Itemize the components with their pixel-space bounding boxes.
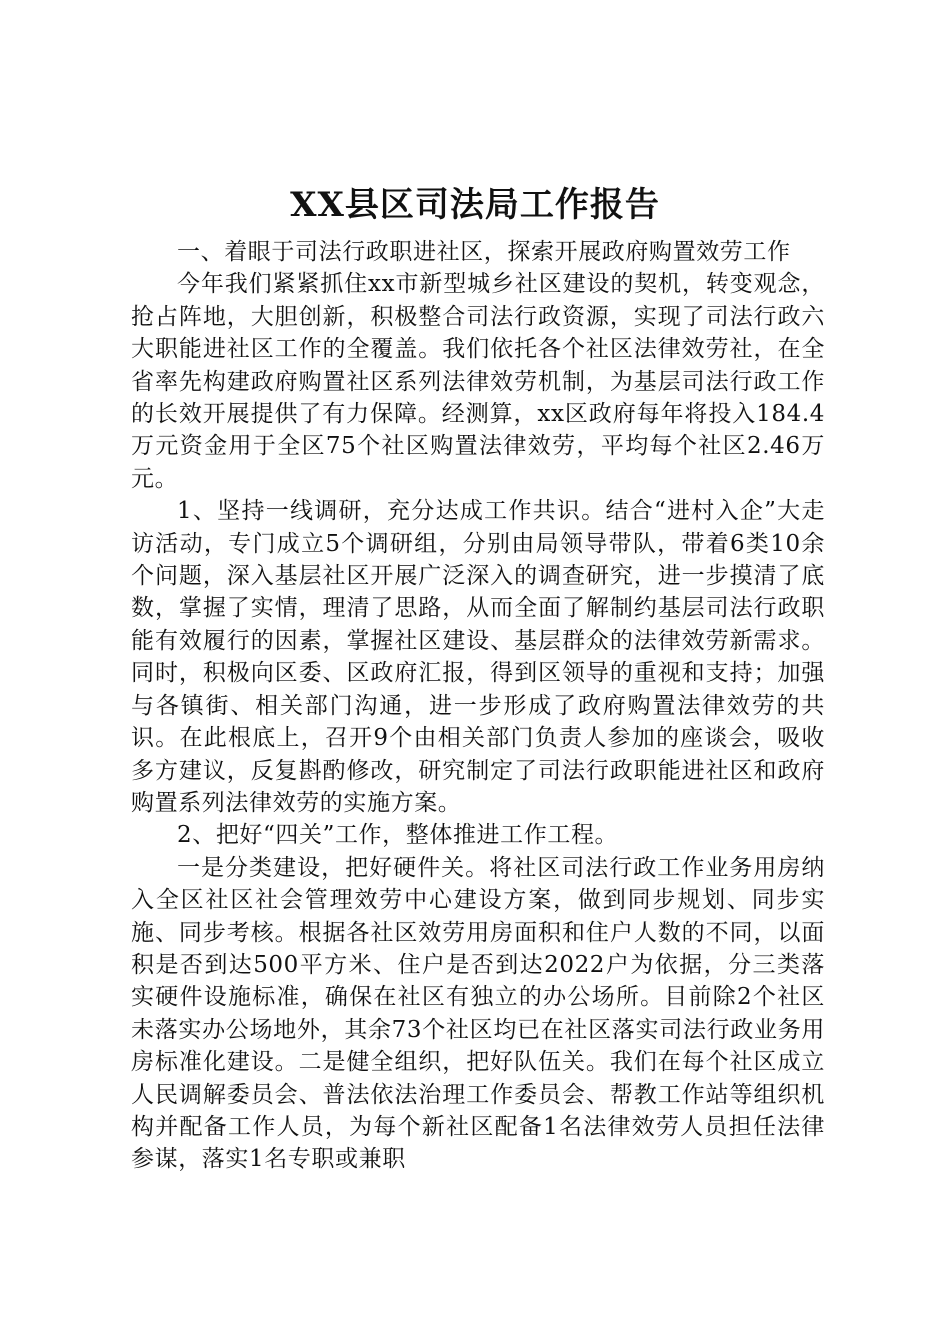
subsection-heading: 2、把好“四关”工作，整体推进工作工程。 xyxy=(177,822,619,849)
body-paragraph: 一是分类建设，把好硬件关。将社区司法行政工作业务用房纳入全区社区社会管理效劳中心建设方案，做到同步规划、同步实施、同步考核。根据各社区效劳用房面积和住户人数的不同，以面积是否到达500平方米、住户是否到达2022户为依据，分三类落实硬件设施标准，确保在社区有独立的办公场所。目前除2个社区未落实办公场地外，其余73个社区均已在社区落实司法行政业务用房标准化建设。二是健全组织，把好队伍关。我们在每个社区成立人民调解委员会、普法依法治理工作委员会、帮教工作站等组织机构并配备工作人员，为每个新社区配备1名法律效劳人员担任法律参谋，落实1名专职或兼职 xyxy=(131,854,825,1173)
body-paragraph: 1、坚持一线调研，充分达成工作共识。结合“进村入企”大走访活动，专门成立5个调研组，分别由局领导带队，带着6类10余个问题，深入基层社区开展广泛深入的调查研究，进一步摸清了底数，掌握了实情，理清了思路，从而全面了解制约基层司法行政职能有效履行的因素，掌握社区建设、基层群众的法律效劳新需求。同时，积极向区委、区政府汇报，得到区领导的重视和支持；加强与各镇街、相关部门沟通，进一步形成了政府购置法律效劳的共识。在此根底上，召开9个由相关部门负责人参加的座谈会，吸收多方建议，反复斟酌修改，研究制定了司法行政职能进社区和政府购置系列法律效劳的实施方案。 xyxy=(131,498,825,816)
section-heading: 一、着眼于司法行政职进社区，探索开展政府购置效劳工作 xyxy=(177,239,791,265)
document-title: XX县区司法局工作报告 xyxy=(290,185,660,225)
body-paragraph: 今年我们紧紧抓住xx市新型城乡社区建设的契机，转变观念，抢占阵地，大胆创新，积极整合司法行政资源，实现了司法行政六大职能进社区工作的全覆盖。我们依托各个社区法律效劳社，在全省率先构建政府购置社区系列法律效劳机制，为基层司法行政工作的长效开展提供了有力保障。经测算，xx区政府每年将投入184.4万元资金用于全区75个社区购置法律效劳，平均每个社区2.46万元。 xyxy=(131,271,825,492)
document-body xyxy=(131,236,825,1176)
